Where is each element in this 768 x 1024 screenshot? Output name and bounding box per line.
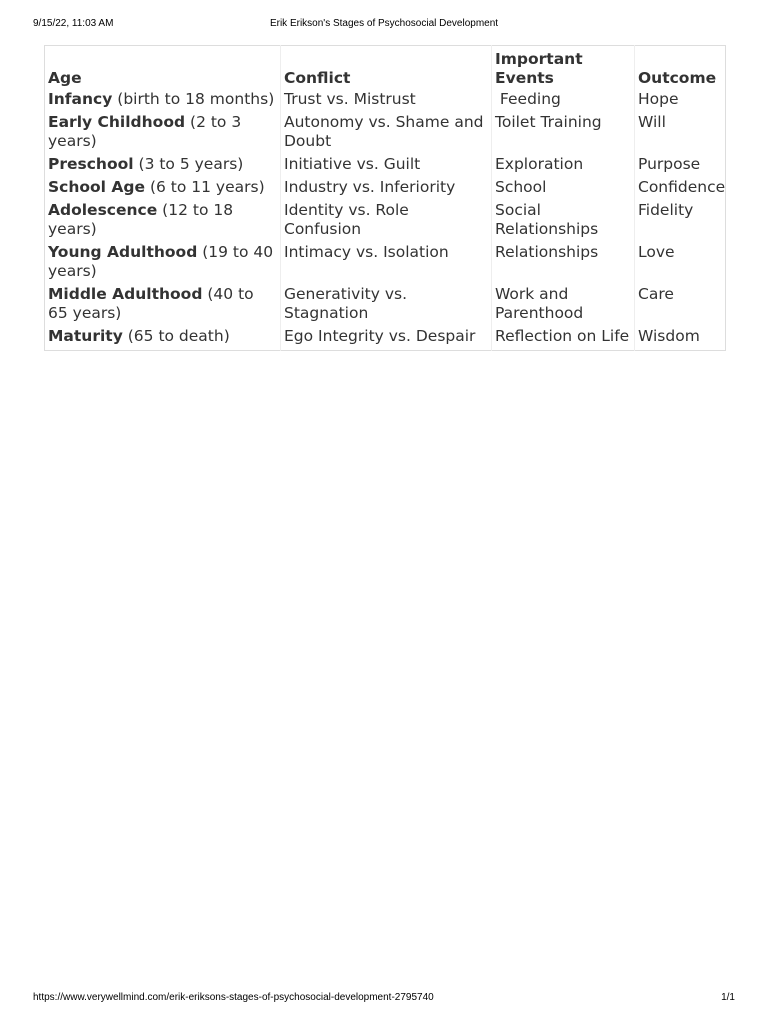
age-cell — [45, 285, 281, 327]
header-age: Age — [48, 69, 82, 87]
stage-name: Middle Adulthood — [48, 285, 203, 303]
table-row — [45, 90, 726, 113]
stage-name: School Age — [48, 178, 145, 196]
table-row — [45, 155, 726, 178]
table-row — [45, 285, 726, 327]
outcome-cell: Wisdom — [635, 327, 726, 351]
stage-name: Preschool — [48, 155, 134, 173]
outcome-cell: Love — [635, 243, 726, 285]
conflict-cell: Identity vs. Role Confusion — [281, 201, 492, 243]
age-cell — [45, 113, 281, 155]
stage-ages: (19 to 40 years) — [48, 243, 274, 280]
print-datetime: 9/15/22, 11:03 AM — [33, 18, 114, 29]
events-cell: Relationships — [492, 243, 635, 285]
stage-ages: (65 to death) — [127, 327, 230, 345]
table-header-row — [45, 46, 726, 91]
conflict-cell: Ego Integrity vs. Despair — [281, 327, 492, 351]
table-row — [45, 243, 726, 285]
stages-table — [44, 45, 726, 351]
outcome-cell: Confidence — [635, 178, 726, 201]
table-row — [45, 201, 726, 243]
stage-name: Infancy — [48, 90, 113, 108]
print-header — [0, 18, 768, 32]
table-row — [45, 113, 726, 155]
conflict-cell: Industry vs. Inferiority — [281, 178, 492, 201]
events-cell: Social Relationships — [492, 201, 635, 243]
outcome-cell: Will — [635, 113, 726, 155]
stage-ages: (6 to 11 years) — [149, 178, 265, 196]
age-cell — [45, 155, 281, 178]
conflict-cell: Intimacy vs. Isolation — [281, 243, 492, 285]
header-outcome: Outcome — [635, 46, 726, 91]
age-cell — [45, 178, 281, 201]
age-cell — [45, 327, 281, 351]
stage-name: Young Adulthood — [48, 243, 198, 261]
outcome-cell: Hope — [635, 90, 726, 113]
age-cell — [45, 90, 281, 113]
events-cell: School — [492, 178, 635, 201]
stage-name: Adolescence — [48, 201, 158, 219]
outcome-cell: Fidelity — [635, 201, 726, 243]
age-cell — [45, 243, 281, 285]
header-important-events: Important Events — [492, 46, 635, 91]
table-row — [45, 327, 726, 351]
stage-ages: (birth to 18 months) — [117, 90, 275, 108]
conflict-cell: Autonomy vs. Shame and Doubt — [281, 113, 492, 155]
table-row — [45, 178, 726, 201]
events-cell: Toilet Training — [492, 113, 635, 155]
conflict-cell: Trust vs. Mistrust — [281, 90, 492, 113]
conflict-cell: Initiative vs. Guilt — [281, 155, 492, 178]
stage-ages: (40 to 65 years) — [48, 285, 254, 322]
events-cell: Reflection on Life — [492, 327, 635, 351]
age-cell — [45, 201, 281, 243]
stage-ages: (2 to 3 years) — [48, 113, 242, 150]
stage-name: Early Childhood — [48, 113, 186, 131]
conflict-cell: Generativity vs. Stagnation — [281, 285, 492, 327]
page-number: 1/1 — [721, 992, 735, 1003]
outcome-cell: Care — [635, 285, 726, 327]
stage-ages: (12 to 18 years) — [48, 201, 234, 238]
stage-ages: (3 to 5 years) — [138, 155, 244, 173]
events-cell: Exploration — [492, 155, 635, 178]
outcome-cell: Purpose — [635, 155, 726, 178]
source-url: https://www.verywellmind.com/erik-eriksons-stages-of-psychosocial-development-2795740 — [33, 992, 434, 1003]
print-page-title: Erik Erikson's Stages of Psychosocial Development — [269, 18, 499, 29]
events-cell: Work and Parenthood — [492, 285, 635, 327]
events-cell: Feeding — [492, 90, 635, 113]
print-footer — [0, 992, 768, 1006]
header-conflict: Conflict — [281, 46, 492, 91]
stage-name: Maturity — [48, 327, 123, 345]
